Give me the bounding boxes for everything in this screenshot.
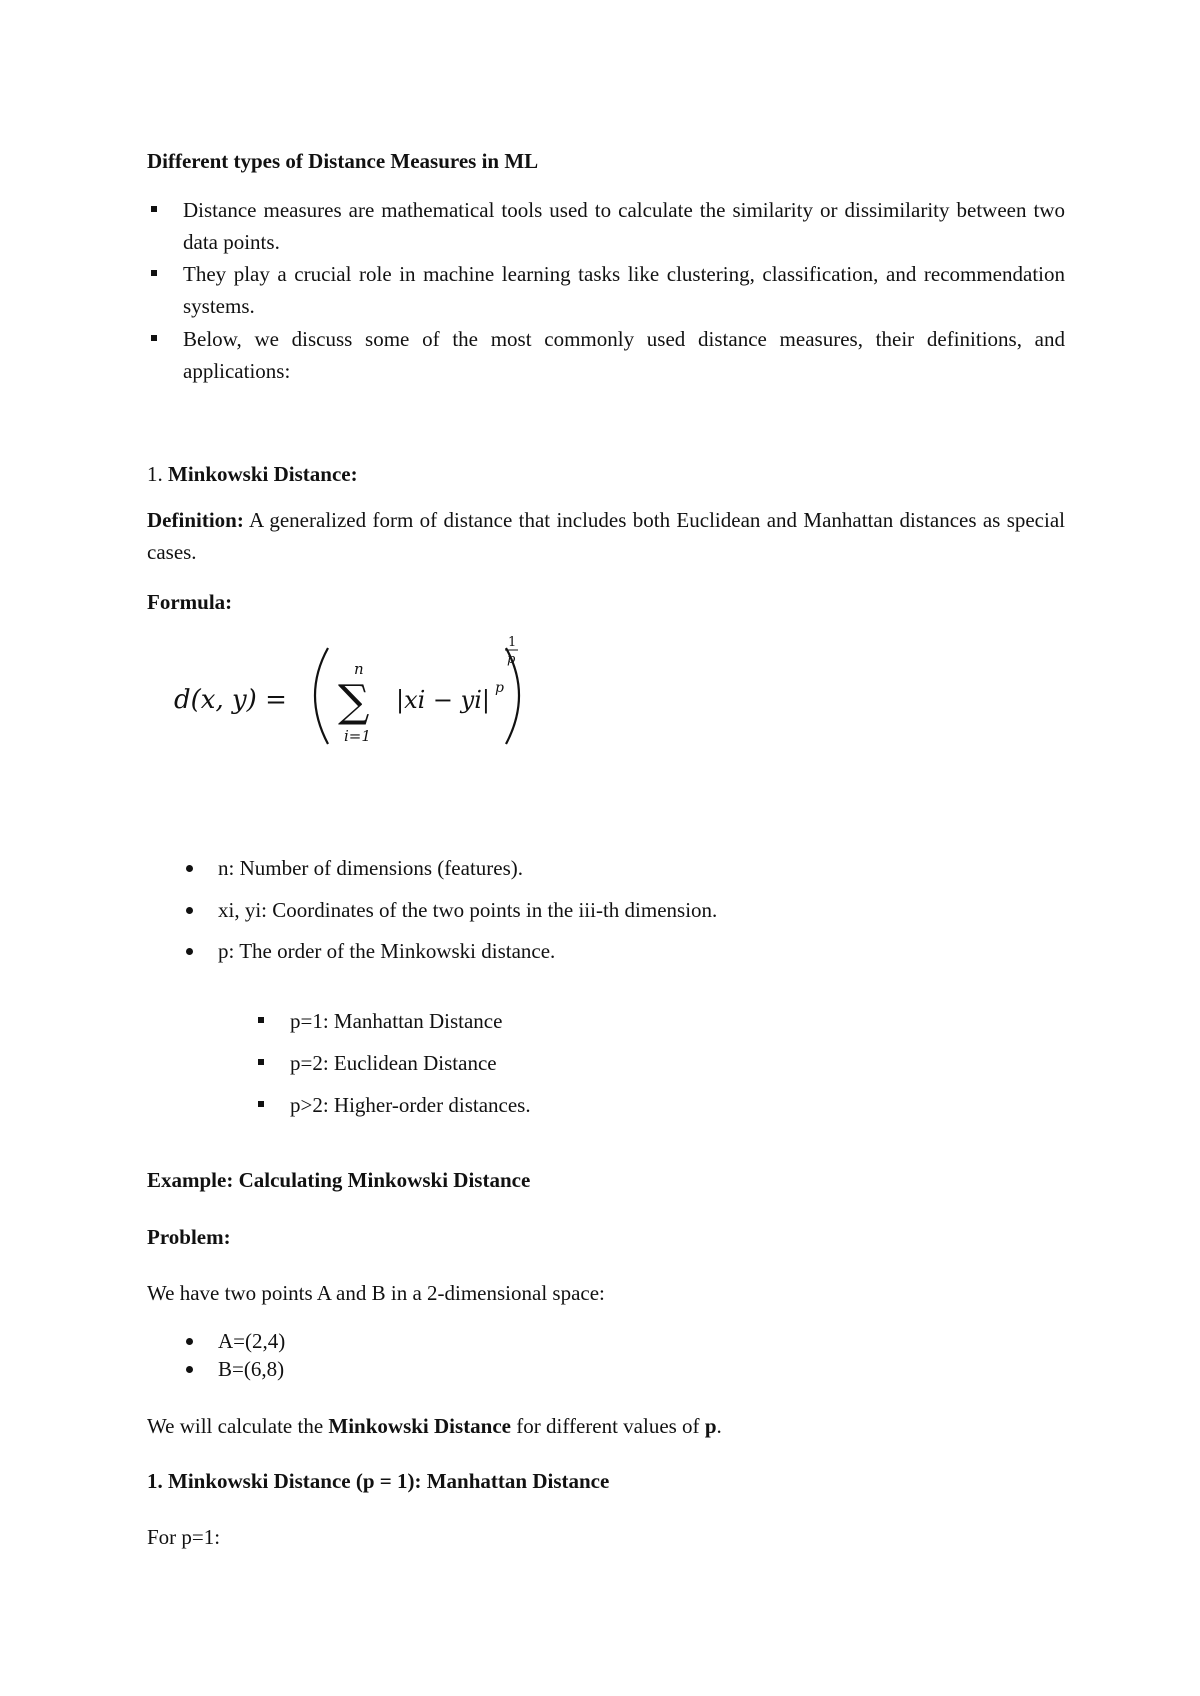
problem-label: Problem: bbox=[147, 1225, 231, 1249]
intro-bullet-2: They play a crucial role in machine learning tasks like clustering, classification, and recommendation systems. bbox=[183, 262, 1065, 318]
variable-p: p: The order of the Minkowski distance. bbox=[218, 939, 556, 963]
case-p-gt-2: p>2: Higher-order distances. bbox=[290, 1093, 531, 1117]
bullet-square-icon bbox=[151, 270, 157, 276]
case-p1: p=1: Manhattan Distance bbox=[290, 1009, 503, 1033]
bullet-square-icon bbox=[151, 206, 157, 212]
minkowski-formula bbox=[170, 640, 530, 750]
bullet-dot-icon bbox=[186, 865, 193, 872]
sum-symbol-icon: ∑ bbox=[338, 676, 370, 727]
calc-pre: We will calculate the bbox=[147, 1414, 329, 1438]
section-number: 1. bbox=[147, 462, 163, 486]
bullet-dot-icon bbox=[186, 1338, 193, 1345]
intro-bullet-3: Below, we discuss some of the most commonly used distance measures, their definitions, and applications: bbox=[183, 327, 1065, 383]
point-b: B=(6,8) bbox=[218, 1357, 285, 1381]
bullet-dot-icon bbox=[186, 948, 193, 955]
svg-text:1: 1 bbox=[508, 635, 517, 650]
formula-sum-upper: n bbox=[354, 660, 364, 678]
formula-sum-lower: i=1 bbox=[344, 727, 371, 745]
bullet-square-icon bbox=[258, 1017, 264, 1023]
section-title: Minkowski Distance: bbox=[168, 462, 358, 486]
bullet-square-icon bbox=[151, 335, 157, 341]
formula-label: Formula: bbox=[147, 590, 233, 614]
definition-paragraph bbox=[147, 504, 1065, 568]
document-title: Different types of Distance Measures in ML bbox=[147, 149, 539, 173]
formula-lhs: d(x, y) = bbox=[174, 685, 287, 715]
formula-outer-exponent bbox=[500, 632, 530, 672]
bullet-square-icon bbox=[258, 1059, 264, 1065]
bullet-dot-icon bbox=[186, 1366, 193, 1373]
bullet-square-icon bbox=[258, 1101, 264, 1107]
subsection-heading: 1. Minkowski Distance (p = 1): Manhattan Distance bbox=[147, 1469, 610, 1493]
intro-bullet-1: Distance measures are mathematical tools used to calculate the similarity or dissimilarity between two data points. bbox=[183, 198, 1065, 254]
calc-end: . bbox=[716, 1414, 722, 1438]
case-p2: p=2: Euclidean Distance bbox=[290, 1051, 497, 1075]
bullet-dot-icon bbox=[186, 907, 193, 914]
svg-text:p: p bbox=[507, 652, 516, 667]
formula-exp-inner: p bbox=[495, 680, 504, 696]
variable-xi-yi: xi, yi: Coordinates of the two points in the iii-th dimension. bbox=[218, 898, 718, 922]
definition-label: Definition: bbox=[147, 508, 244, 532]
example-heading: Example: Calculating Minkowski Distance bbox=[147, 1168, 531, 1192]
section-heading bbox=[147, 458, 358, 490]
calc-bold: Minkowski Distance bbox=[328, 1414, 512, 1438]
calc-p: p bbox=[704, 1414, 717, 1438]
for-p1-text: For p=1: bbox=[147, 1525, 221, 1549]
point-a: A=(2,4) bbox=[218, 1329, 286, 1353]
formula-body: |xi − yi| bbox=[396, 686, 490, 714]
problem-text: We have two points A and B in a 2-dimensional space: bbox=[147, 1281, 605, 1305]
variable-n: n: Number of dimensions (features). bbox=[218, 856, 524, 880]
definition-text: A generalized form of distance that includes both Euclidean and Manhattan distances as special cases. bbox=[147, 508, 1065, 564]
calculation-intro bbox=[147, 1410, 722, 1442]
calc-mid: for different values of bbox=[511, 1414, 705, 1438]
